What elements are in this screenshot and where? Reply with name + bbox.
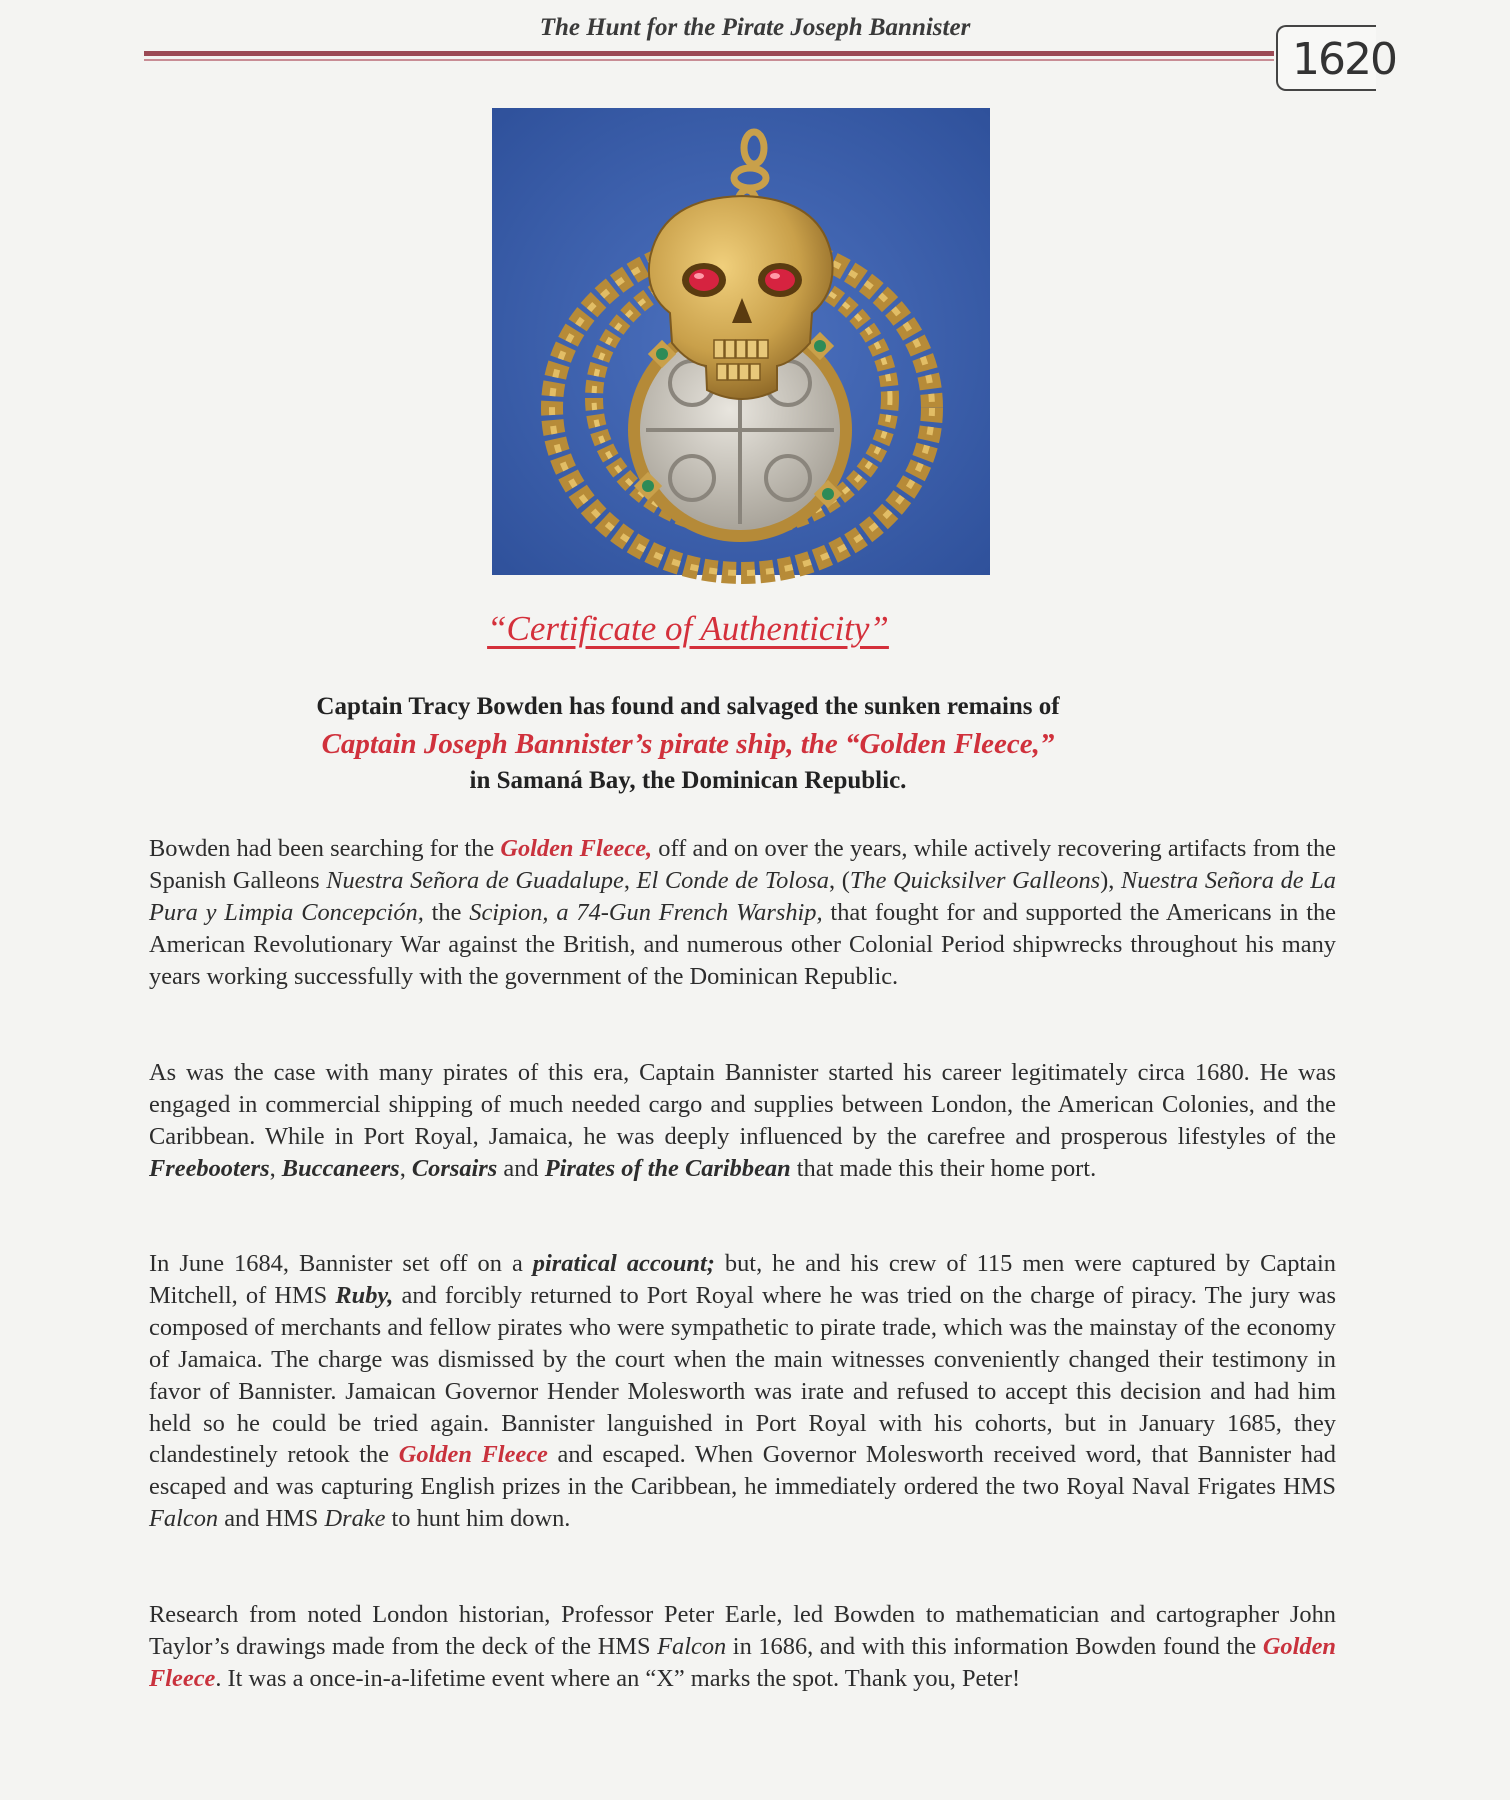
golden-fleece-ref: Golden Fleece, xyxy=(500,835,653,862)
skull-pendant-icon xyxy=(492,108,990,575)
page-number-tab: 1620 xyxy=(1276,25,1376,91)
skull-pendant-photo xyxy=(492,108,990,575)
certificate-title: “Certificate of Authenticity” xyxy=(487,609,889,648)
header-rule-thin xyxy=(144,59,1274,61)
golden-fleece-ref: Golden Fleece xyxy=(149,1632,1336,1692)
headline-line-1: Captain Tracy Bowden has found and salvaged the sunken remains of xyxy=(316,693,1060,720)
headline-line-2: Captain Joseph Bannister’s pirate ship, the “Golden Fleece,” xyxy=(321,728,1055,760)
headline-line-3: in Samaná Bay, the Dominican Republic. xyxy=(469,767,907,794)
page-header-title: The Hunt for the Pirate Joseph Bannister xyxy=(539,14,971,41)
header-rule xyxy=(144,51,1274,56)
golden-fleece-ref: Golden Fleece xyxy=(398,1441,548,1469)
paragraph-4: Research from noted London historian, Professor Peter Earle, led Bowden to mathematician and cartographer John Taylor’s drawings made from the deck of the HMS Falcon in 1686, and with this information Bowden found the Golden Fleece. It was a once-in-a-lifetime event where an “X” marks the spot. Thank you, Peter! xyxy=(149,1601,1336,1692)
paragraph-3: In June 1684, Bannister set off on a piratical account; but, he and his crew of 115 men were captured by Captain Mitchell, of HMS Ruby, and forcibly returned to Port Royal where he was tried on the charge of piracy. The jury was composed of merchants and fellow pirates who were sympathetic to pirate trade, which was the mainstay of the economy of Jamaica. The charge was dismissed by the court when the main witnesses conveniently changed their testimony in favor of Bannister. Jamaican Governor Hender Molesworth was irate and refused to accept this decision and had him held so he could be tried again. Bannister languished in Port Royal with his cohorts, but in January 1685, they clandestinely retook the Golden Fleece and escaped. When Governor Molesworth received word, that Bannister had escaped and was capturing English prizes in the Caribbean, he immediately ordered the two Royal Naval Frigates HMS Falcon and HMS Drake to hunt him down. xyxy=(149,1250,1336,1533)
headline xyxy=(0,690,1376,798)
paragraph-1: Bowden had been searching for the Golden Fleece, off and on over the years, while actively recovering artifacts from the Spanish Galleons Nuestra Señora de Guadalupe, El Conde de Tolosa, (The Quicksilver Galleons), Nuestra Señora de La Pura y Limpia Concepción, the Scipion, a 74-Gun French Warship, that fought for and supported the Americans in the American Revolutionary War against the British, and numerous other Colonial Period shipwrecks throughout his many years working successfully with the government of the Dominican Republic. xyxy=(149,835,1336,990)
paragraph-2: As was the case with many pirates of this era, Captain Bannister started his career legitimately circa 1680. He was engaged in commercial shipping of much needed cargo and supplies between London, the American Colonies, and the Caribbean. While in Port Royal, Jamaica, he was deeply influenced by the carefree and prosperous lifestyles of the Freebooters, Buccaneers, Corsairs and Pirates of the Caribbean that made this their home port. xyxy=(149,1059,1336,1182)
